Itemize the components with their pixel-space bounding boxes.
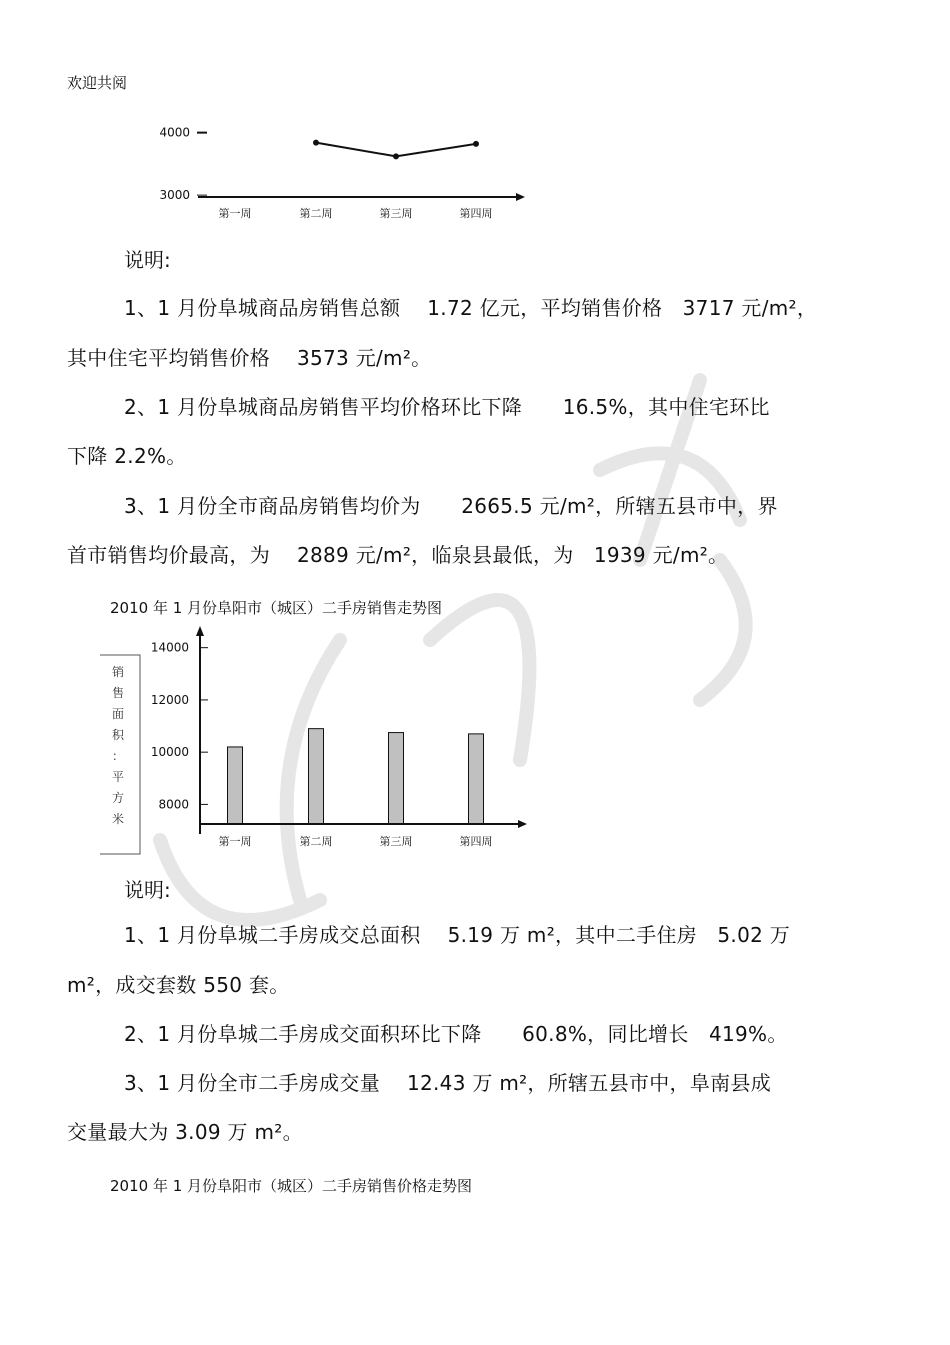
bar-chart-category-label: 第一周 [218, 835, 252, 848]
line-chart-categories [219, 207, 493, 220]
line-chart-point [473, 141, 479, 147]
bar-chart-category-label: 第二周 [299, 835, 333, 848]
bar-chart-x-arrow [518, 820, 527, 828]
bar-chart-ylabel-char: ： [111, 749, 125, 763]
section1-p1-line2: 其中住宅平均销售价格 3573 元/m²。 [67, 346, 432, 370]
bar-chart-ylabel-char: 米 [111, 812, 125, 826]
bar-chart-ylabel-char: 积 [111, 728, 125, 742]
section2-p3-line2: 交量最大为 3.09 万 m²。 [67, 1120, 303, 1144]
bar-chart-categories [219, 835, 493, 848]
line-chart-ticks [159, 126, 207, 203]
bar-chart-ylabel-char: 售 [111, 686, 125, 700]
bar-chart-category-label: 第四周 [459, 835, 493, 848]
section2-p1-line2: m²，成交套数 550 套。 [67, 973, 290, 997]
bar-chart-ylabel [112, 664, 125, 826]
section2-p2-line1: 2、1 月份阜城二手房成交面积环比下降 60.8%，同比增长 419%。 [124, 1022, 788, 1046]
section1-p3-line1: 3、1 月份全市商品房销售均价为 2665.5 元/m²，所辖五县市中，界 [124, 494, 778, 518]
bar-chart-ytick-label: 14000 [150, 640, 189, 655]
line-chart [150, 112, 540, 227]
section1-p1-line1: 1、1 月份阜城商品房销售总额 1.72 亿元，平均销售价格 3717 元/m²， [124, 296, 818, 320]
bar-chart-ytick-label: 12000 [150, 692, 189, 707]
bar-chart-ylabel-char: 面 [111, 707, 125, 721]
line-chart-ytick-label: 3000 [159, 188, 190, 203]
price-chart-title: 2010 年 1 月份阜阳市（城区）二手房销售价格走势图 [110, 1177, 473, 1195]
page-header: 欢迎共阅 [67, 74, 128, 92]
line-chart-x-arrow [516, 193, 525, 201]
line-chart-category-label: 第二周 [299, 207, 333, 220]
bar-chart-bar [309, 729, 324, 824]
line-chart-ytick-label: 4000 [159, 125, 190, 140]
line-chart-point [393, 153, 399, 159]
section1-p2-line1: 2、1 月份阜城商品房销售平均价格环比下降 16.5%，其中住宅环比 [124, 395, 770, 419]
line-chart-category-label: 第一周 [218, 207, 252, 220]
section1-p3-line2: 首市销售均价最高，为 2889 元/m²，临泉县最低，为 1939 元/m²。 [67, 543, 729, 567]
bar-chart-ylabel-char: 方 [111, 791, 125, 805]
section2-p1-line1: 1、1 月份阜城二手房成交总面积 5.19 万 m²，其中二手住房 5.02 万 [124, 923, 791, 947]
line-chart-category-label: 第三周 [379, 207, 413, 220]
section1-label: 说明: [124, 248, 171, 272]
bar-chart-bar [389, 733, 404, 824]
bar-chart-ytick-label: 10000 [150, 745, 189, 760]
bar-chart-bar [469, 734, 484, 824]
bar-chart-category-label: 第三周 [379, 835, 413, 848]
line-chart-series [313, 140, 479, 160]
bar-chart-ylabel-char: 销 [111, 665, 125, 679]
bar-chart-y-arrow [196, 626, 204, 636]
bar-chart-bars [228, 729, 484, 824]
bar-chart-ylabel-char: 平 [111, 770, 125, 784]
section2-p3-line1: 3、1 月份全市二手房成交量 12.43 万 m²，所辖五县市中，阜南县成 [124, 1071, 772, 1095]
line-chart-axes [198, 193, 525, 201]
bar-chart [95, 622, 540, 857]
section1-p2-line2: 下降 2.2%。 [67, 444, 187, 468]
line-chart-category-label: 第四周 [459, 207, 493, 220]
bar-chart-bar [228, 747, 243, 824]
bar-chart-title: 2010 年 1 月份阜阳市（城区）二手房销售走势图 [110, 599, 443, 617]
bar-chart-ytick-label: 8000 [158, 797, 189, 812]
section2-label: 说明: [124, 878, 171, 902]
line-chart-point [313, 140, 319, 146]
